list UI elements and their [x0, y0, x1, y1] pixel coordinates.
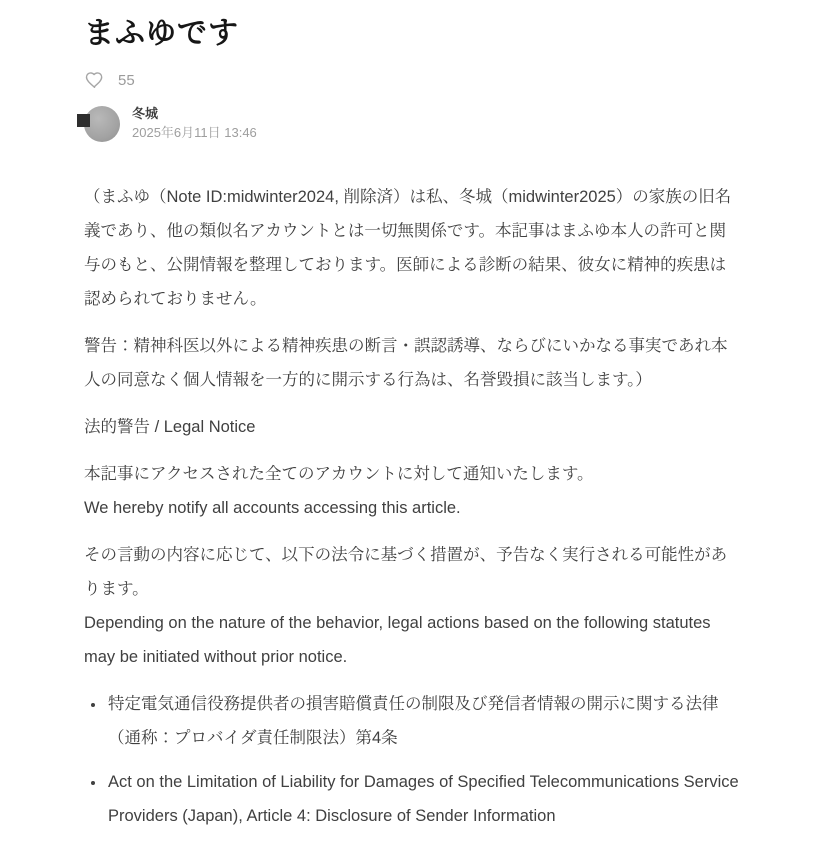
- paragraph-legal-notice-heading: 法的警告 / Legal Notice: [84, 418, 256, 436]
- statute-item-en: • Act on the Limitation of Liability for Damages of Specified Telecommunications Service Providers (Japan), Article 4: Disclosure of Sender Information: [106, 765, 740, 833]
- like-count: 55: [118, 71, 135, 89]
- notify-text-ja: 本記事にアクセスされた全てのアカウントに対して通知いたします。: [84, 465, 594, 483]
- article-title: まふゆです: [84, 17, 239, 50]
- paragraph-warning: 警告：精神科医以外による精神疾患の断言・誤認誘導、ならびにいかなる事実であれ本人の同意なく個人情報を一方的に開示する行為は、名誉毀損に該当します。）: [84, 337, 728, 389]
- like-row: [84, 69, 740, 91]
- heart-icon: [84, 70, 105, 90]
- paragraph-notify: [84, 457, 740, 525]
- notify-text-en: We hereby notify all accounts accessing this article.: [84, 499, 461, 517]
- article-content: [84, 14, 740, 142]
- article-body: [84, 180, 740, 843]
- author-meta: [132, 106, 257, 142]
- publish-date: 2025年6月11日 13:46: [132, 124, 257, 140]
- author-name[interactable]: 冬城: [132, 106, 159, 121]
- actions-text-ja: その言動の内容に応じて、以下の法令に基づく措置が、予告なく実行される可能性があります。: [84, 546, 728, 598]
- statute-item-ja: • 特定電気通信役務提供者の損害賠償責任の制限及び発信者情報の開示に関する法律（通称：プロバイダ責任制限法）第4条: [106, 687, 740, 755]
- like-button[interactable]: [84, 70, 105, 90]
- image-placeholder: [77, 114, 90, 127]
- paragraph-disclaimer: （まふゆ（Note ID:midwinter2024, 削除済）は私、冬城（midwinter2025）の家族の旧名義であり、他の類似名アカウントとは一切無関係です。本記事はまふゆ本人の許可と関与のもと、公開情報を整理しております。医師による診断の結果、彼女に精神的疾患は認められておりません。: [84, 188, 732, 308]
- statute-list: [84, 687, 740, 833]
- author-row: [84, 106, 740, 142]
- actions-text-en: Depending on the nature of the behavior, legal actions based on the following statutes may be initiated without prior notice.: [84, 614, 711, 666]
- paragraph-actions: [84, 538, 740, 674]
